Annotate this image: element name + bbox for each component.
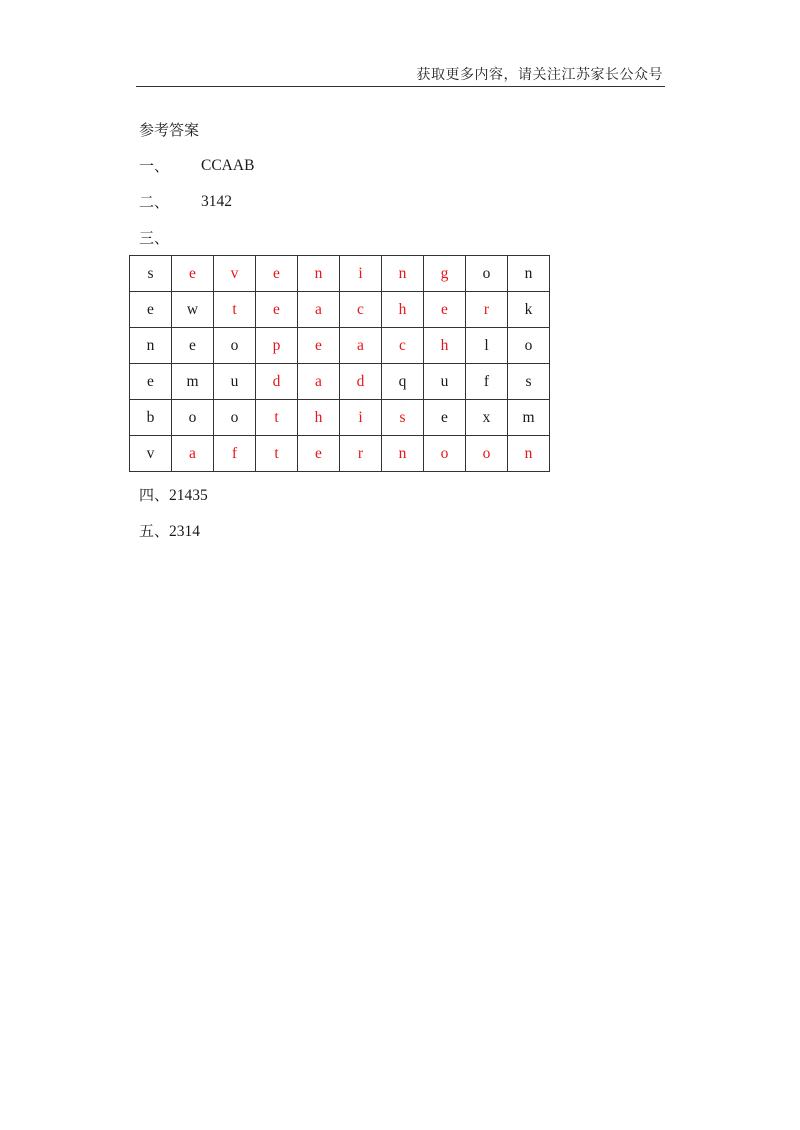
grid-cell: q — [382, 364, 424, 400]
grid-cell: e — [256, 256, 298, 292]
grid-cell: e — [130, 292, 172, 328]
grid-cell: u — [214, 364, 256, 400]
grid-cell: i — [340, 256, 382, 292]
grid-cell: t — [256, 400, 298, 436]
grid-cell: k — [508, 292, 550, 328]
grid-cell: n — [298, 256, 340, 292]
grid-cell: p — [256, 328, 298, 364]
grid-cell: d — [340, 364, 382, 400]
grid-cell: a — [340, 328, 382, 364]
grid-cell: e — [256, 292, 298, 328]
grid-cell: i — [340, 400, 382, 436]
section-1 — [139, 156, 255, 176]
section-1-answer: CCAAB — [201, 157, 255, 174]
grid-cell: e — [298, 328, 340, 364]
grid-cell: o — [508, 328, 550, 364]
page-header — [136, 62, 665, 87]
grid-row — [130, 400, 550, 436]
grid-cell: c — [340, 292, 382, 328]
grid-cell: c — [382, 328, 424, 364]
grid-cell: o — [214, 400, 256, 436]
grid-cell: e — [298, 436, 340, 472]
grid-cell: o — [466, 256, 508, 292]
grid-cell: h — [298, 400, 340, 436]
grid-cell: m — [172, 364, 214, 400]
grid-cell: v — [130, 436, 172, 472]
grid-cell: h — [424, 328, 466, 364]
grid-cell: s — [382, 400, 424, 436]
grid-cell: d — [256, 364, 298, 400]
section-2 — [139, 192, 232, 212]
word-search-grid-body — [130, 256, 550, 472]
grid-cell: r — [340, 436, 382, 472]
grid-cell: m — [508, 400, 550, 436]
section-4 — [139, 485, 208, 506]
grid-cell: g — [424, 256, 466, 292]
grid-cell: f — [466, 364, 508, 400]
grid-row — [130, 436, 550, 472]
grid-cell: o — [424, 436, 466, 472]
word-search-grid — [129, 255, 550, 472]
section-3-label: 三、 — [139, 229, 170, 247]
grid-cell: u — [424, 364, 466, 400]
grid-cell: e — [424, 292, 466, 328]
grid-cell: w — [172, 292, 214, 328]
grid-cell: v — [214, 256, 256, 292]
grid-cell: f — [214, 436, 256, 472]
section-2-answer: 3142 — [201, 193, 232, 210]
grid-row — [130, 328, 550, 364]
title-text: 参考答案 — [139, 121, 200, 139]
grid-cell: o — [214, 328, 256, 364]
section-5-label: 五、 — [139, 522, 170, 540]
grid-cell: e — [424, 400, 466, 436]
grid-cell: n — [508, 256, 550, 292]
grid-cell: a — [298, 364, 340, 400]
grid-cell: b — [130, 400, 172, 436]
grid-cell: n — [508, 436, 550, 472]
header-text: 获取更多内容，请关注江苏家长公众号 — [416, 67, 663, 83]
answer-key-title — [139, 120, 199, 140]
grid-cell: n — [382, 256, 424, 292]
grid-cell: t — [256, 436, 298, 472]
grid-cell: s — [130, 256, 172, 292]
section-5 — [139, 521, 200, 542]
grid-cell: n — [382, 436, 424, 472]
grid-cell: l — [466, 328, 508, 364]
section-4-answer: 21435 — [169, 487, 208, 504]
grid-cell: t — [214, 292, 256, 328]
grid-cell: e — [130, 364, 172, 400]
grid-cell: o — [172, 400, 214, 436]
section-4-label: 四、 — [139, 486, 170, 504]
grid-cell: e — [172, 256, 214, 292]
grid-row — [130, 256, 550, 292]
grid-cell: s — [508, 364, 550, 400]
grid-cell: h — [382, 292, 424, 328]
grid-cell: a — [298, 292, 340, 328]
section-2-label: 二、 — [139, 193, 170, 211]
grid-row — [130, 292, 550, 328]
grid-cell: r — [466, 292, 508, 328]
grid-cell: o — [466, 436, 508, 472]
grid-cell: a — [172, 436, 214, 472]
grid-row — [130, 364, 550, 400]
grid-cell: e — [172, 328, 214, 364]
section-3 — [139, 228, 169, 248]
section-5-answer: 2314 — [169, 523, 201, 540]
grid-cell: n — [130, 328, 172, 364]
section-1-label: 一、 — [139, 157, 170, 175]
grid-cell: x — [466, 400, 508, 436]
